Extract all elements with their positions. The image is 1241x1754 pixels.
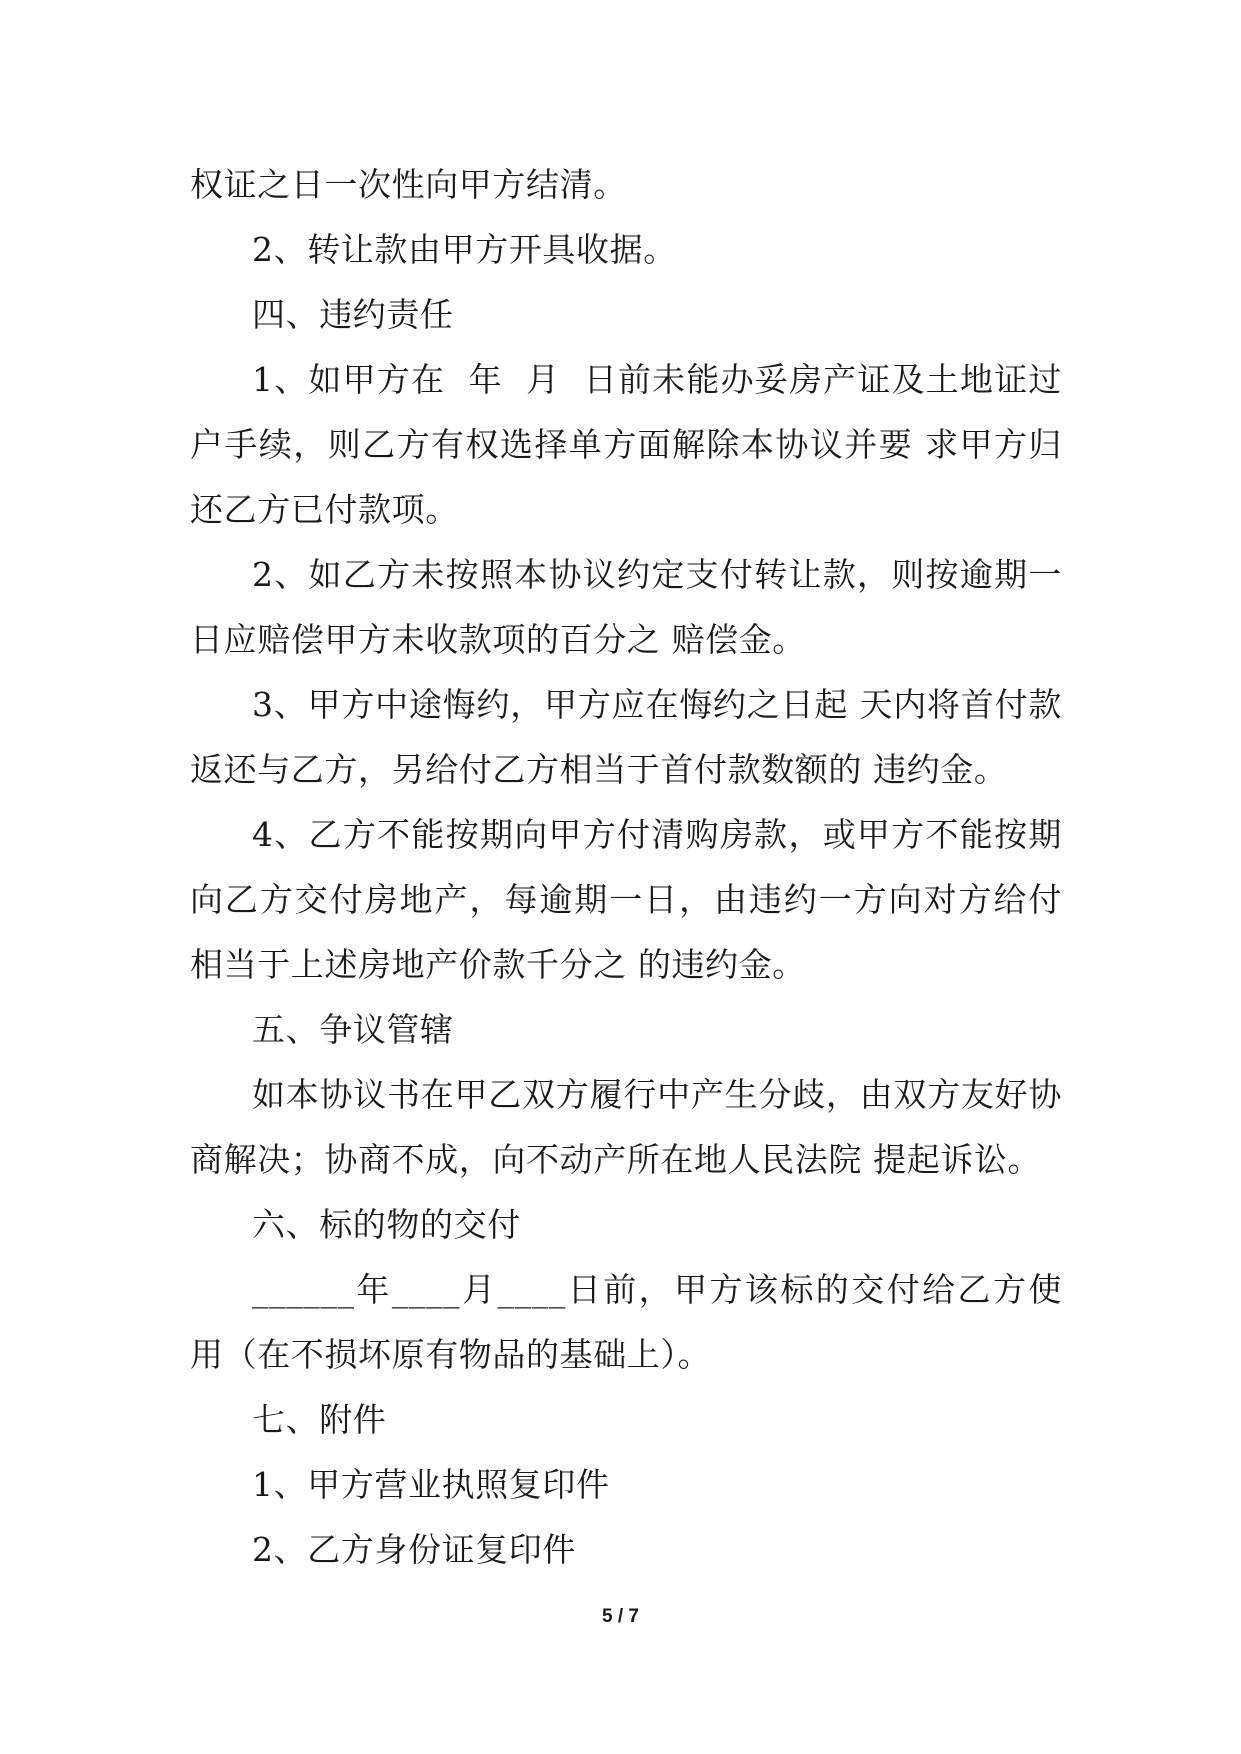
paragraph-dispute-clause: 如本协议书在甲乙双方履行中产生分歧，由双方友好协商解决；协商不成，向不动产所在地人民法院 提起诉讼。 [190, 1075, 1062, 1179]
paragraph-breach-clause-1: 1、如甲方在 年 月 日前未能办妥房产证及土地证过户手续，则乙方有权选择单方面解除本协议并要 求甲方归还乙方已付款项。 [190, 360, 1062, 529]
page-number: 5 / 7 [602, 1606, 639, 1627]
paragraph-breach-clause-3: 3、甲方中途悔约，甲方应在悔约之日起 天内将首付款返还与乙方，另给付乙方相当于首付款数额的 违约金。 [190, 685, 1062, 789]
section-heading-breach-liability: 四、违约责任 [252, 295, 454, 334]
paragraph-breach-clause-2: 2、如乙方未按照本协议约定支付转让款，则按逾期一日应赔偿甲方未收款项的百分之 赔偿金。 [190, 555, 1062, 659]
document-body [190, 152, 1062, 1582]
paragraph-attachment-2: 2、乙方身份证复印件 [252, 1530, 576, 1569]
paragraph-breach-clause-4: 4、乙方不能按期向甲方付清购房款，或甲方不能按期向乙方交付房地产，每逾期一日，由违约一方向对方给付相当于上述房地产价款千分之 的违约金。 [190, 815, 1062, 984]
paragraph-delivery-clause: ______年____月____日前，甲方该标的交付给乙方使用（在不损坏原有物品的基础上）。 [190, 1270, 1062, 1374]
section-heading-attachments: 七、附件 [252, 1400, 387, 1439]
paragraph-attachment-1: 1、甲方营业执照复印件 [252, 1465, 610, 1504]
section-heading-delivery: 六、标的物的交付 [252, 1205, 521, 1244]
paragraph-receipt-clause: 2、转让款由甲方开具收据。 [252, 230, 677, 269]
paragraph-settlement-continuation: 权证之日一次性向甲方结清。 [190, 165, 627, 204]
section-heading-dispute-jurisdiction: 五、争议管辖 [252, 1010, 454, 1049]
